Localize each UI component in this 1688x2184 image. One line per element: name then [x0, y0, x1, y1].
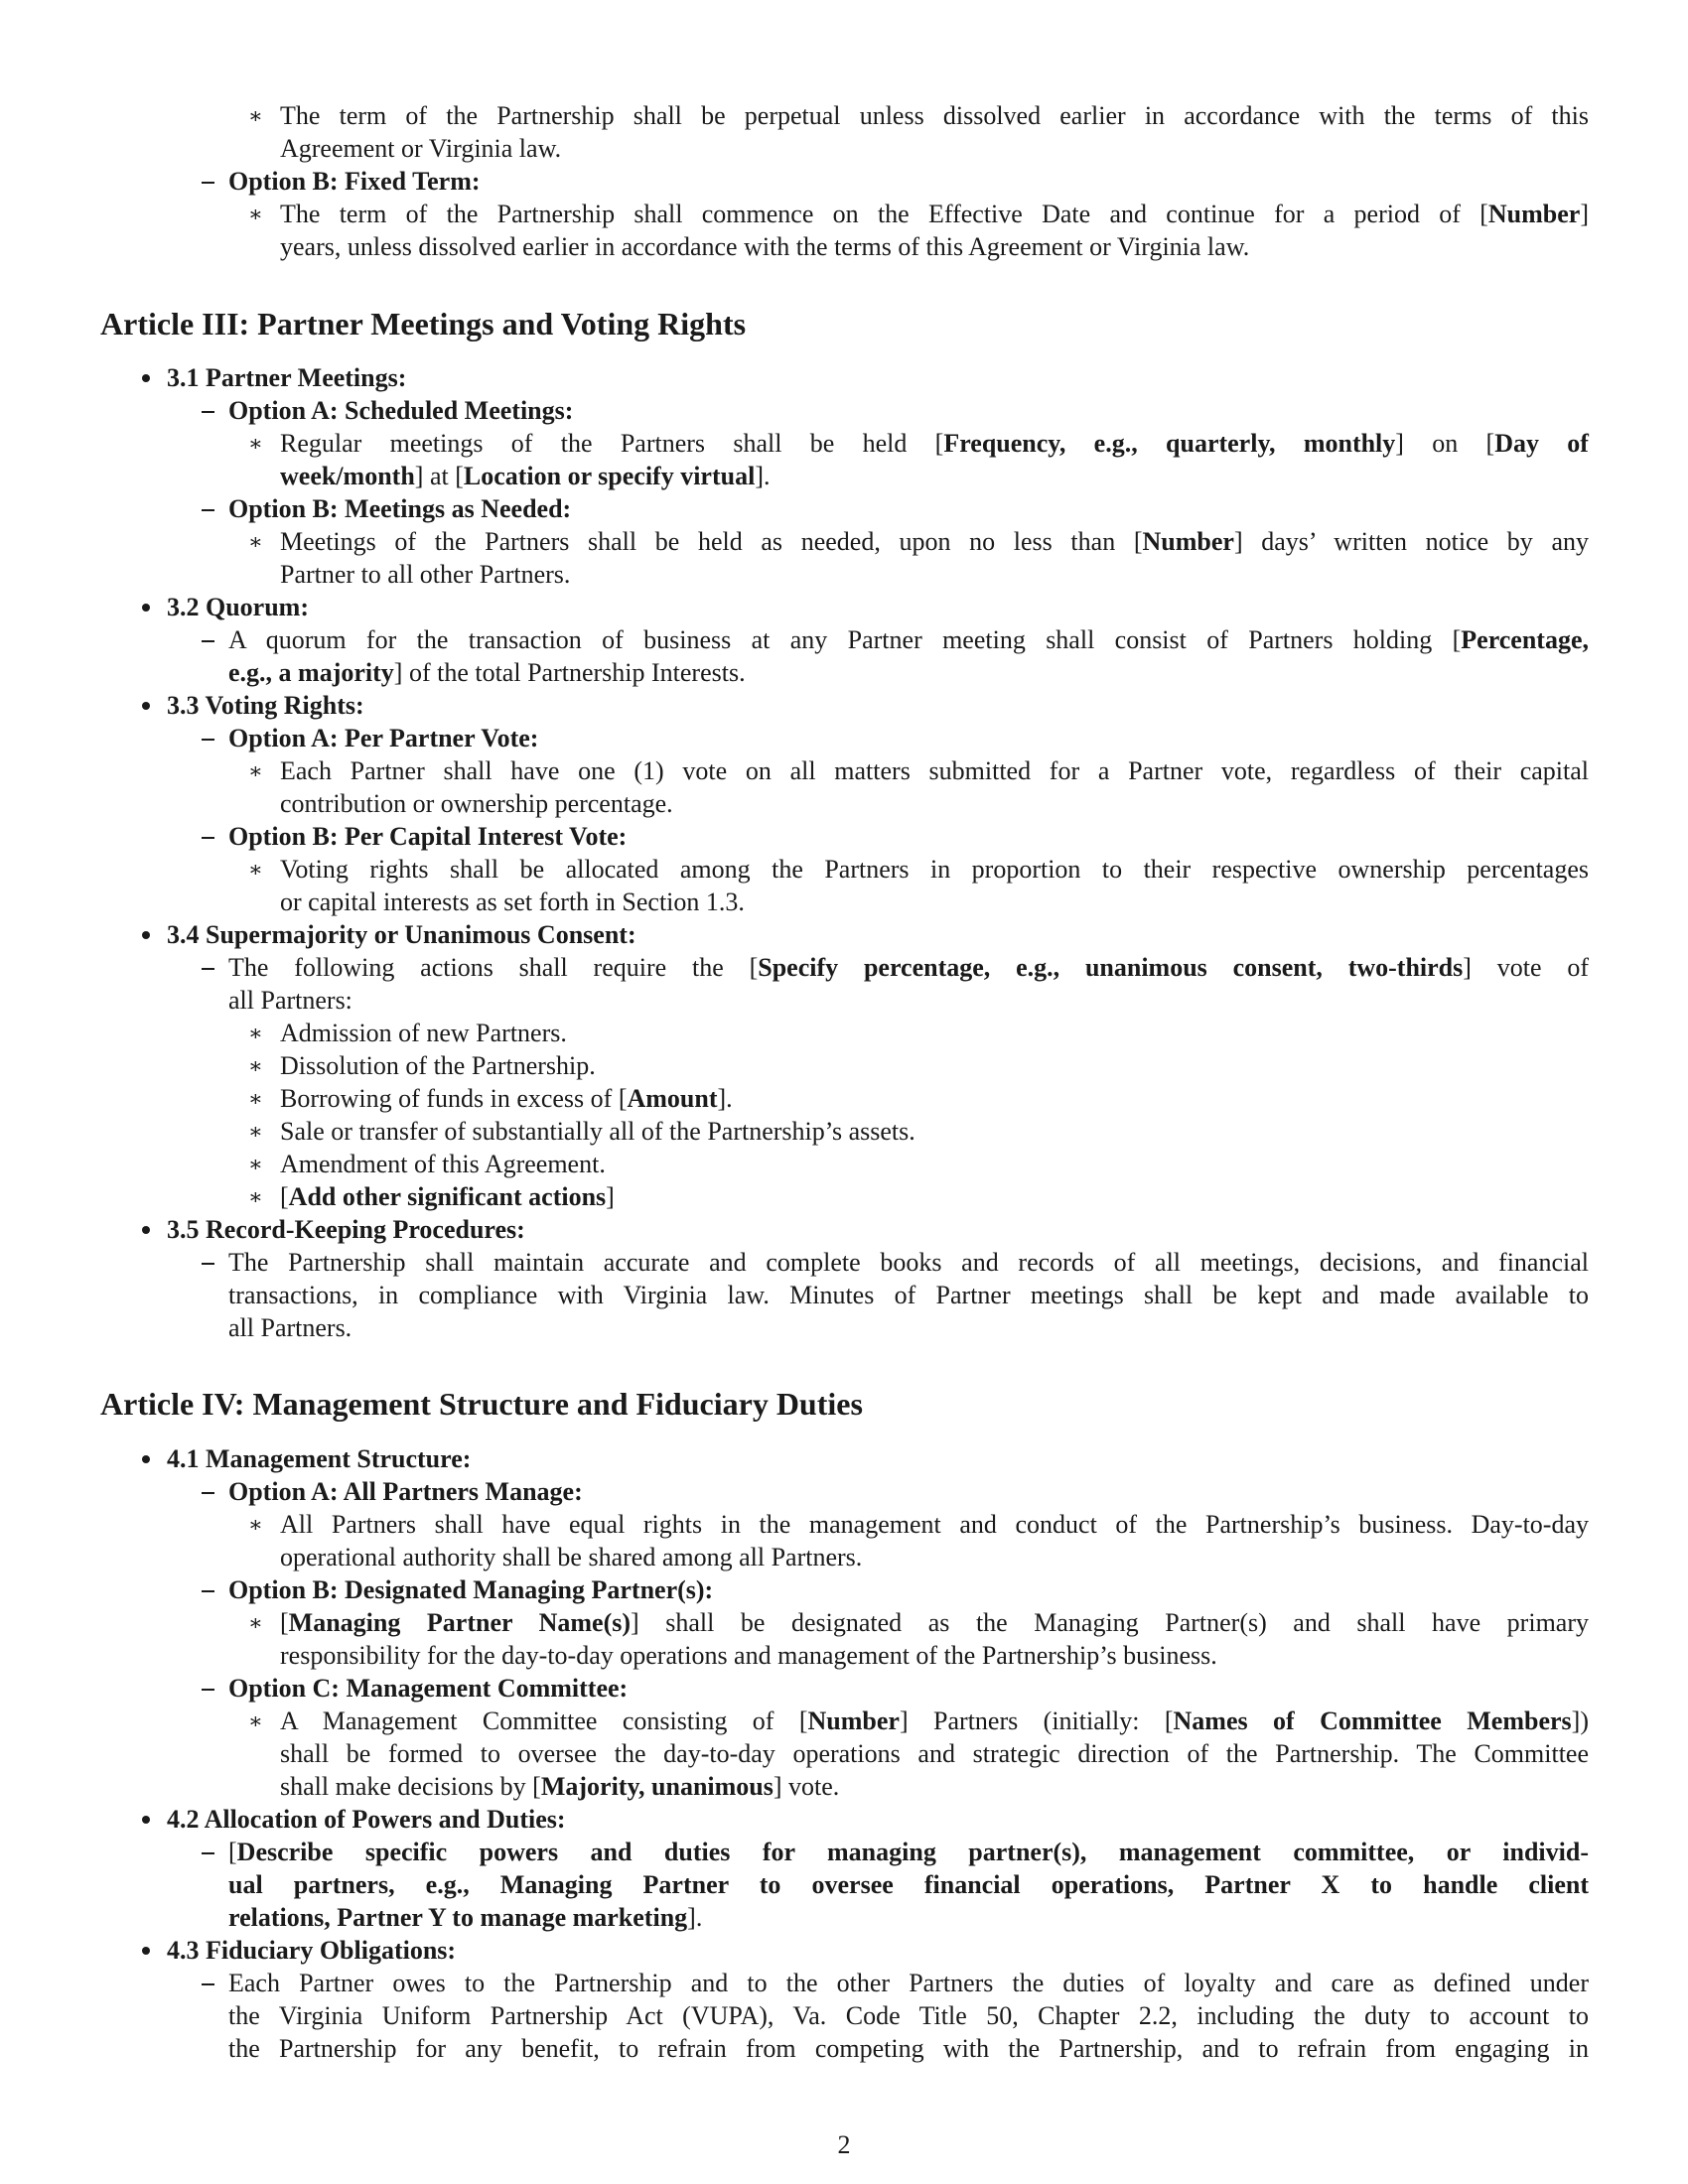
body-line: or capital interests as set forth in Section 1.3.	[280, 887, 745, 916]
body-line: ual partners, e.g., Managing Partner to oversee financial operations, Partner X to handle client	[228, 1870, 1589, 1899]
option-heading: Option B: Per Capital Interest Vote:	[228, 822, 628, 851]
list-item: Sale or transfer of substantially all of the Partnership’s assets.	[280, 1117, 915, 1146]
bullet-marker	[142, 1816, 150, 1824]
subitem-asterisk-marker: ∗	[248, 758, 263, 783]
subitem-asterisk-marker: ∗	[248, 1086, 263, 1111]
section-heading: 3.1 Partner Meetings:	[167, 363, 407, 392]
body-line: Agreement or Virginia law.	[280, 134, 562, 163]
subitem-asterisk-marker: ∗	[248, 1119, 263, 1144]
subitem-asterisk-marker: ∗	[248, 1610, 263, 1635]
dash-marker	[202, 1983, 214, 1985]
body-line: all Partners:	[228, 986, 352, 1015]
option-heading: Option A: Scheduled Meetings:	[228, 396, 574, 425]
list-item: Borrowing of funds in excess of [Amount].	[280, 1084, 733, 1113]
section-heading: 3.4 Supermajority or Unanimous Consent:	[167, 920, 636, 949]
body-line: The Partnership shall maintain accurate and complete books and records of all meetings, decisions, and financial	[228, 1248, 1589, 1277]
dash-marker	[202, 968, 214, 970]
subitem-asterisk-marker: ∗	[248, 529, 263, 554]
body-line: years, unless dissolved earlier in accordance with the terms of this Agreement or Virginia law.	[280, 232, 1250, 261]
list-item: [Add other significant actions]	[280, 1182, 615, 1211]
subitem-asterisk-marker: ∗	[248, 857, 263, 882]
section-heading: 4.2 Allocation of Powers and Duties:	[167, 1805, 566, 1834]
body-line: [Describe specific powers and duties for managing partner(s), management committee, or individ-	[228, 1838, 1589, 1866]
bullet-marker	[142, 1455, 150, 1463]
body-line: shall make decisions by [Majority, unanimous] vote.	[280, 1772, 840, 1801]
section-heading: 4.3 Fiduciary Obligations:	[167, 1936, 457, 1965]
subitem-asterisk-marker: ∗	[248, 431, 263, 456]
article-iii-heading: Article III: Partner Meetings and Voting Rights	[100, 306, 747, 341]
option-heading: Option B: Designated Managing Partner(s):	[228, 1575, 714, 1604]
body-line: Voting rights shall be allocated among the Partners in proportion to their respective ownership percentages	[280, 855, 1589, 884]
option-heading: Option B: Fixed Term:	[228, 167, 481, 196]
dash-marker	[202, 1590, 214, 1592]
bullet-marker	[142, 931, 150, 939]
subitem-asterisk-marker: ∗	[248, 1021, 263, 1045]
subitem-asterisk-marker: ∗	[248, 1152, 263, 1176]
article-iv-heading: Article IV: Management Structure and Fiduciary Duties	[100, 1386, 863, 1422]
list-item: Amendment of this Agreement.	[280, 1150, 606, 1178]
body-line: all Partners.	[228, 1313, 352, 1342]
body-line: A Management Committee consisting of [Number] Partners (initially: [Names of Committee Members])	[280, 1706, 1589, 1735]
section-heading: 4.1 Management Structure:	[167, 1444, 472, 1473]
subitem-asterisk-marker: ∗	[248, 103, 263, 128]
body-line: All Partners shall have equal rights in the management and conduct of the Partnership’s business. Day-to-day	[280, 1510, 1589, 1539]
dash-marker	[202, 1492, 214, 1494]
section-heading: 3.2 Quorum:	[167, 593, 309, 621]
body-line: responsibility for the day-to-day operations and management of the Partnership’s business.	[280, 1641, 1217, 1670]
list-item: Admission of new Partners.	[280, 1019, 567, 1047]
option-heading: Option C: Management Committee:	[228, 1674, 629, 1703]
option-heading: Option B: Meetings as Needed:	[228, 494, 572, 523]
dash-marker	[202, 1852, 214, 1854]
body-line: Each Partner shall have one (1) vote on all matters submitted for a Partner vote, regardless of their capital	[280, 756, 1589, 785]
dash-marker	[202, 1689, 214, 1691]
body-line: contribution or ownership percentage.	[280, 789, 673, 818]
subitem-asterisk-marker: ∗	[248, 1512, 263, 1537]
subitem-asterisk-marker: ∗	[248, 1053, 263, 1078]
dash-marker	[202, 182, 214, 184]
body-line: transactions, in compliance with Virginia law. Minutes of Partner meetings shall be kept and made available to	[228, 1281, 1589, 1309]
option-heading: Option A: Per Partner Vote:	[228, 724, 539, 752]
body-line: relations, Partner Y to manage marketing].	[228, 1903, 703, 1932]
bullet-marker	[142, 1947, 150, 1955]
body-line: the Virginia Uniform Partnership Act (VUPA), Va. Code Title 50, Chapter 2.2, including the duty to account to	[228, 2001, 1589, 2030]
body-line: operational authority shall be shared among all Partners.	[280, 1543, 863, 1571]
body-line: shall be formed to oversee the day-to-day operations and strategic direction of the Partnership. The Committee	[280, 1739, 1589, 1768]
subitem-asterisk-marker: ∗	[248, 202, 263, 226]
bullet-marker	[142, 604, 150, 612]
body-line: Regular meetings of the Partners shall be held [Frequency, e.g., quarterly, monthly] on [Day of	[280, 429, 1589, 458]
option-heading: Option A: All Partners Manage:	[228, 1477, 583, 1506]
dash-marker	[202, 640, 214, 642]
subitem-asterisk-marker: ∗	[248, 1184, 263, 1209]
bullet-marker	[142, 702, 150, 710]
body-line: the Partnership for any benefit, to refrain from competing with the Partnership, and to refrain from engaging in	[228, 2034, 1589, 2063]
dash-marker	[202, 837, 214, 839]
body-line: The term of the Partnership shall be perpetual unless dissolved earlier in accordance with the terms of this	[280, 101, 1589, 130]
body-line: Each Partner owes to the Partnership and to the other Partners the duties of loyalty and care as defined under	[228, 1969, 1589, 1997]
body-line: A quorum for the transaction of business at any Partner meeting shall consist of Partners holding [Percentage,	[228, 625, 1589, 654]
body-line: Partner to all other Partners.	[280, 560, 571, 589]
page-number: 2	[837, 2130, 851, 2159]
bullet-marker	[142, 374, 150, 382]
body-line: The term of the Partnership shall commence on the Effective Date and continue for a period of [Number]	[280, 200, 1589, 228]
body-line: Meetings of the Partners shall be held as needed, upon no less than [Number] days’ written notice by any	[280, 527, 1589, 556]
dash-marker	[202, 1263, 214, 1265]
section-heading: 3.3 Voting Rights:	[167, 691, 364, 720]
list-item: Dissolution of the Partnership.	[280, 1051, 596, 1080]
dash-marker	[202, 509, 214, 511]
subitem-asterisk-marker: ∗	[248, 1708, 263, 1733]
body-line: [Managing Partner Name(s)] shall be designated as the Managing Partner(s) and shall have primary	[280, 1608, 1589, 1637]
dash-marker	[202, 739, 214, 741]
body-line: week/month] at [Location or specify virtual].	[280, 462, 771, 490]
dash-marker	[202, 411, 214, 413]
body-line: The following actions shall require the [Specify percentage, e.g., unanimous consent, two-thirds] vote of	[228, 953, 1589, 982]
bullet-marker	[142, 1226, 150, 1234]
body-line: e.g., a majority] of the total Partnership Interests.	[228, 658, 746, 687]
section-heading: 3.5 Record-Keeping Procedures:	[167, 1215, 525, 1244]
